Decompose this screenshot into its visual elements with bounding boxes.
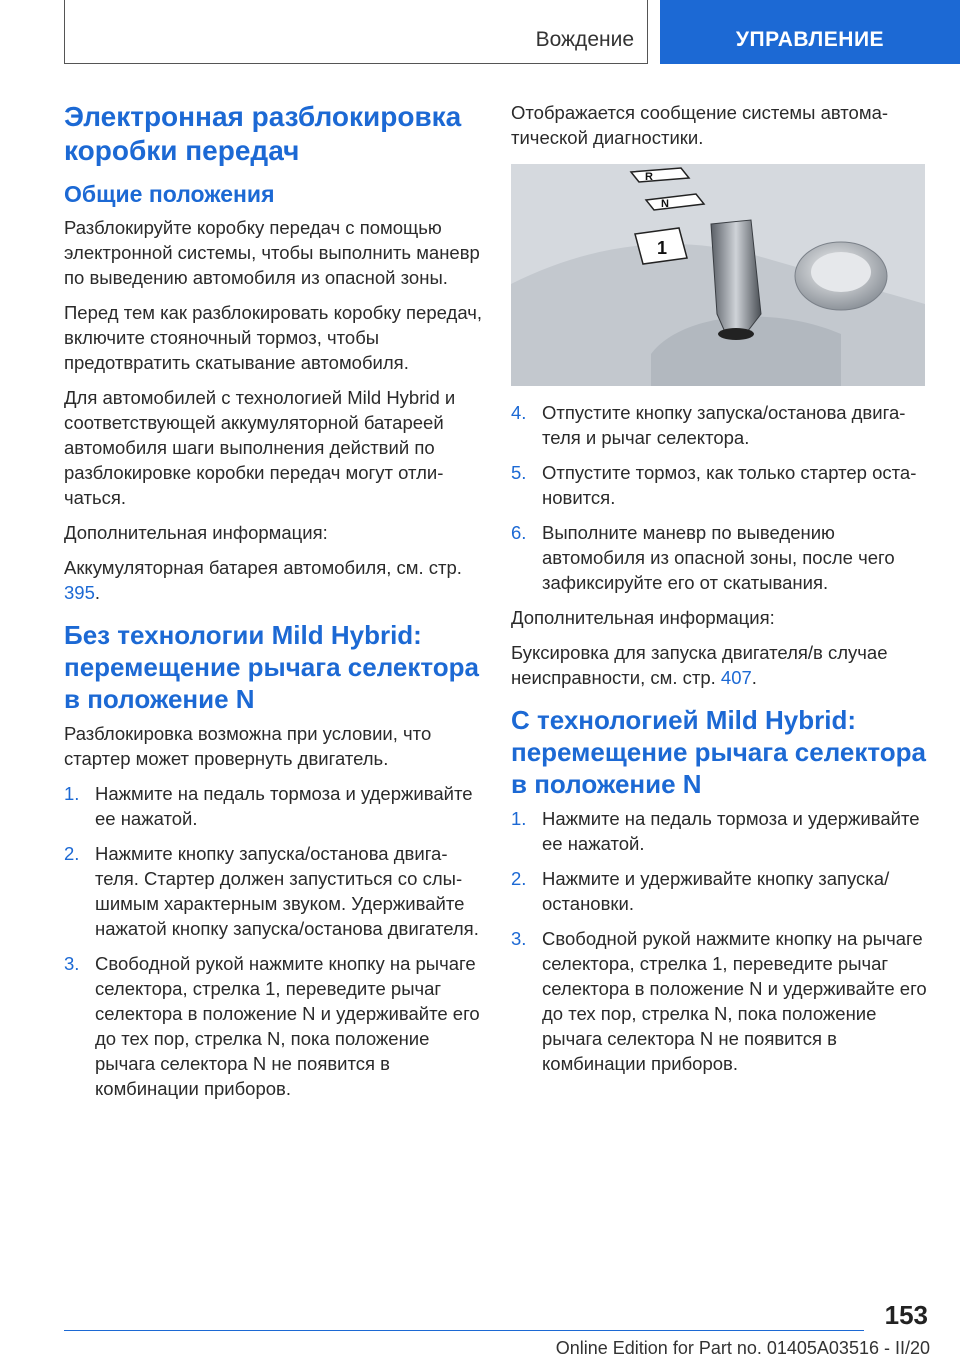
arrow-r-label: R [645,171,653,183]
list-item [64,781,484,831]
list-item [64,841,484,941]
step-number: 1. [511,808,527,829]
paragraph: Дополнительная информация: [511,607,775,628]
footer-divider [64,1330,864,1331]
paragraph: Разблокируйте коробку передач с помощью электронной системы, чтобы выполнить маневр по выведению автомобиля из опасной зоны. [64,217,480,288]
step-text: Нажмите на педаль тормоза и удерживайте ее нажатой. [95,783,473,829]
step-number: 3. [64,953,80,974]
list-item [511,926,929,1076]
page-title: Электронная разблокировка коробки передач [64,101,462,166]
arrow-1-label: 1 [657,238,668,258]
page-link-407[interactable]: 407 [720,667,752,688]
page-number: 153 [884,1300,928,1330]
step-text: Выполните маневр по выведению автомобиля из опасной зоны, после чего зафиксируйте его от скатывания. [542,522,895,593]
lever-base [718,328,754,340]
footer-edition: Online Edition for Part no. 01405A03516 - II/20 [555,1338,930,1358]
paragraph: Для автомобилей с технологией Mild Hybrid и соответствующей аккумуляторной батареей автомобиля шаги выполнения действий по разблокировке коробки передач могут отличаться. [64,387,456,508]
arrow-n-label: N [661,198,669,210]
page-link-395[interactable]: 395 [64,582,95,603]
steps-list [64,781,484,1101]
header-chapter-label: УПРАВЛЕНИЕ [735,28,885,51]
step-number: 5. [511,462,527,483]
header-section-label: Вождение [535,28,634,51]
no-hybrid-heading: Без технологии Mild Hybrid: перемещение рычага селектора в положение N [64,620,479,714]
reference-text: Аккумуляторная батарея автомобиля, см. стр. [64,557,462,578]
step-text: Нажмите кнопку запуска/останова двигателя. Стартер должен запуститься со слышимым характерным звуком. Удерживайте нажатой кнопку запуска/останова двигателя. [95,843,479,939]
paragraph: Отображается сообщение системы автоматической диагностики. [511,102,889,148]
list-item [511,866,929,916]
paragraph-with-link: Аккумуляторная батарея автомобиля, см. стр. 395. [64,557,462,603]
hybrid-heading: С технологией Mild Hybrid: перемещение рычага селектора в положение N [511,705,926,799]
step-text: Свободной рукой нажмите кнопку на рычаге селектора, стрелка 1, переведите рычаг селектора в положение N и удерживайте его до тех пор, стрелка N, пока положение рычага селектора N не появится в комбинации приборов. [542,928,927,1074]
step-number: 2. [64,843,80,864]
steps-list [511,400,929,595]
step-number: 4. [511,402,527,423]
step-number: 1. [64,783,80,804]
step-number: 2. [511,868,527,889]
list-item [511,400,929,450]
controller-knob-top [811,252,871,292]
paragraph: Дополнительная информация: [64,522,328,543]
gear-selector-illustration [511,164,925,386]
list-item [511,460,929,510]
paragraph: Перед тем как разблокировать коробку передач, включите стояночный тормоз, чтобы предотвратить скатывание автомобиля. [64,302,482,373]
steps-list [511,806,929,1076]
step-number: 6. [511,522,527,543]
step-text: Нажмите и удерживайте кнопку запуска/ остановки. [542,868,890,914]
right-column [511,100,929,1086]
reference-text: Буксировка для запуска двигателя/в случае неисправности, см. стр. [511,642,888,688]
step-text: Отпустите кнопку запуска/останова двигателя и рычаг селектора. [542,402,906,448]
step-text: Свободной рукой нажмите кнопку на рычаге селектора, стрелка 1, переведите рычаг селектора в положение N и удерживайте его до тех пор, стрелка N, пока положение рычага селектора N не появится в комбинации приборов. [95,953,480,1099]
step-text: Отпустите тормоз, как только стартер остановится. [542,462,917,508]
list-item [511,520,929,595]
step-text: Нажмите на педаль тормоза и удерживайте ее нажатой. [542,808,920,854]
step-number: 3. [511,928,527,949]
gear-selector-drawing [511,164,925,386]
list-item [64,951,484,1101]
left-column [64,100,484,1111]
paragraph: Разблокировка возможна при условии, что стартер может провернуть двигатель. [64,723,432,769]
paragraph-with-link: Буксировка для запуска двигателя/в случае неисправности, см. стр. 407. [511,642,888,688]
header-chapter-tab[interactable] [660,0,960,64]
list-item [511,806,929,856]
general-heading: Общие положения [64,181,275,207]
